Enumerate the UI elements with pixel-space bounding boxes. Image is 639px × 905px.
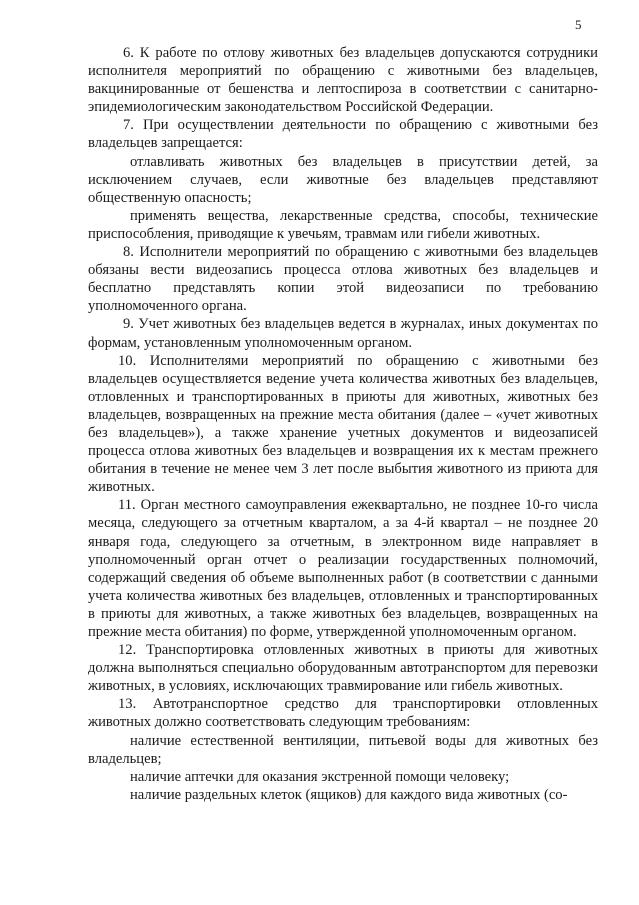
paragraph-11: 11. Орган местного самоуправления ежеквартально, не позднее 10-го числа месяца, следующего за отчетным кварталом, а за 4-й квартал – не позднее 20 января года, следующего за отчетным, в электронном виде направляет в уполномоченный орган отчет о реализации государственных полномочий, содержащий сведения об объеме выполненных работ (в соответствии с данными учета количества животных без владельцев, отловленных и транспортированных в приюты для животных, а также животных без владельцев, возвращенных на прежние места обитания) по форме, утвержденной уполномоченным органом. <box>88 497 598 640</box>
paragraph-7-item-2: применять вещества, лекарственные средства, способы, технические приспособления, приводящие к увечьям, травмам или гибели животных. <box>88 207 598 242</box>
page-number: 5 <box>575 17 582 32</box>
paragraph-13-item-2: наличие аптечки для оказания экстренной помощи человеку; <box>130 768 510 785</box>
paragraph-10: 10. Исполнителями мероприятий по обращению с животными без владельцев осуществляется ведение учета количества животных без владельцев, отловленных и транспортированных в приюты для животных, животных без владельцев, возвращенных на прежние места обитания (далее – «учет животных без владельцев»), а также хранение учетных документов и видеозаписей процесса отлова животных без владельцев и возвращения их к местам прежнего обитания в течение не менее чем 3 лет после выбытия животного из приюта для животных. <box>88 352 598 496</box>
paragraph-7-item-1: отлавливать животных без владельцев в присутствии детей, за исключением случаев, если животные без владельцев представляют общественную опасность; <box>88 153 598 206</box>
paragraph-8: 8. Исполнители мероприятий по обращению с животными без владельцев обязаны вести видеозапись процесса отлова животных без владельцев и бесплатно представлять копии этой видеозаписи по требованию уполномоченного органа. <box>88 244 598 315</box>
paragraph-6: 6. К работе по отлову животных без владельцев допускаются сотрудники исполнителя мероприятий по обращению с животными без владельцев, вакцинированные от бешенства и лептоспироза в соответствии с санитарно-эпидемиологическим законодательством Российской Федерации. <box>88 45 598 116</box>
paragraph-12: 12. Транспортировка отловленных животных в приюты для животных должна выполняться специально оборудованным автотранспортом для перевозки животных, в условиях, исключающих травмирование или гибель животных. <box>88 642 598 695</box>
document-body <box>88 44 598 804</box>
paragraph-7: 7. При осуществлении деятельности по обращению с животными без владельцев запрещается: <box>88 117 598 152</box>
paragraph-13-item-1: наличие естественной вентиляции, питьевой воды для животных без владельцев; <box>88 732 598 767</box>
paragraph-13-item-3: наличие раздельных клеток (ящиков) для каждого вида животных (со- <box>130 786 568 803</box>
paragraph-13: 13. Автотранспортное средство для транспортировки отловленных животных должно соответствовать следующим требованиям: <box>88 696 598 731</box>
paragraph-9: 9. Учет животных без владельцев ведется в журналах, иных документах по формам, установленным уполномоченным органом. <box>88 316 598 351</box>
